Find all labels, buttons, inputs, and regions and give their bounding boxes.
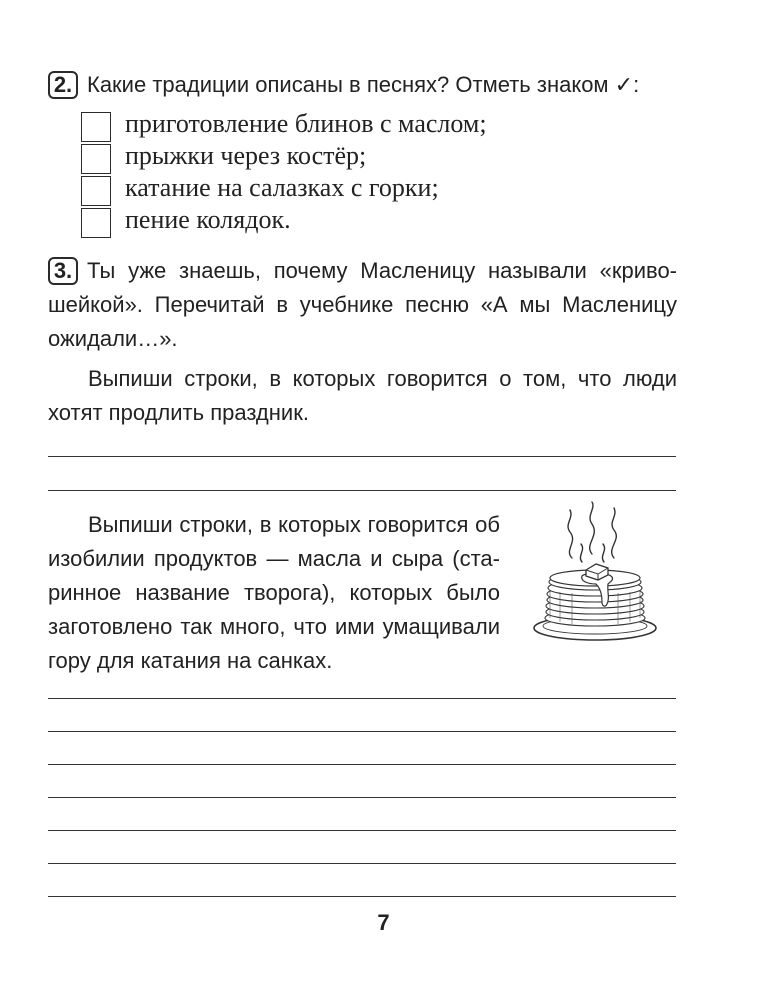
task-3-intro-line-3: ожидали…». (48, 326, 178, 351)
task-3-intro-line-2: шейкой». Перечитай в учебнике песню «А мы Масленицу (48, 292, 677, 317)
instruction-2-line-3: ринное название творога), которых было (48, 580, 500, 605)
answer-line-6[interactable] (48, 797, 676, 798)
answer-line-5[interactable] (48, 764, 676, 765)
option-label-2: прыжки через костёр; (125, 141, 367, 170)
task-number-2: 2. (48, 71, 78, 99)
page-number: 7 (377, 910, 390, 935)
instruction-2-line-1: Выпиши строки, в которых говорится об (88, 512, 500, 537)
answer-line-7[interactable] (48, 830, 676, 831)
instruction-2-line-5: гору для катания на санках. (48, 648, 333, 673)
option-checkbox-2[interactable] (81, 144, 111, 174)
pancake-stack-icon (530, 500, 660, 650)
instruction-1-line-1: Выпиши строки, в которых говорится о том, что люди (88, 366, 677, 391)
option-label-3: катание на салазках с горки; (125, 173, 439, 202)
answer-line-3[interactable] (48, 698, 676, 699)
answer-line-2[interactable] (48, 490, 676, 491)
answer-line-4[interactable] (48, 731, 676, 732)
option-checkbox-3[interactable] (81, 176, 111, 206)
task-3-intro-line-1: Ты уже знаешь, почему Масленицу называли «криво- (87, 258, 677, 283)
option-checkbox-1[interactable] (81, 112, 111, 142)
answer-line-9[interactable] (48, 896, 676, 897)
option-checkbox-4[interactable] (81, 208, 111, 238)
option-label-1: приготовление блинов с маслом; (125, 109, 487, 138)
option-label-4: пение колядок. (125, 205, 291, 234)
instruction-2-line-2: изобилии продуктов — масла и сыра (ста- (48, 546, 500, 571)
task-number-3: 3. (48, 257, 78, 285)
answer-line-1[interactable] (48, 456, 676, 457)
task-2-question: Какие традиции описаны в песнях? Отметь знаком ✓: (87, 72, 640, 97)
instruction-1-line-2: хотят продлить праздник. (48, 400, 309, 425)
instruction-2-line-4: заготовлено так много, что ими умащивали (48, 614, 500, 639)
answer-line-8[interactable] (48, 863, 676, 864)
